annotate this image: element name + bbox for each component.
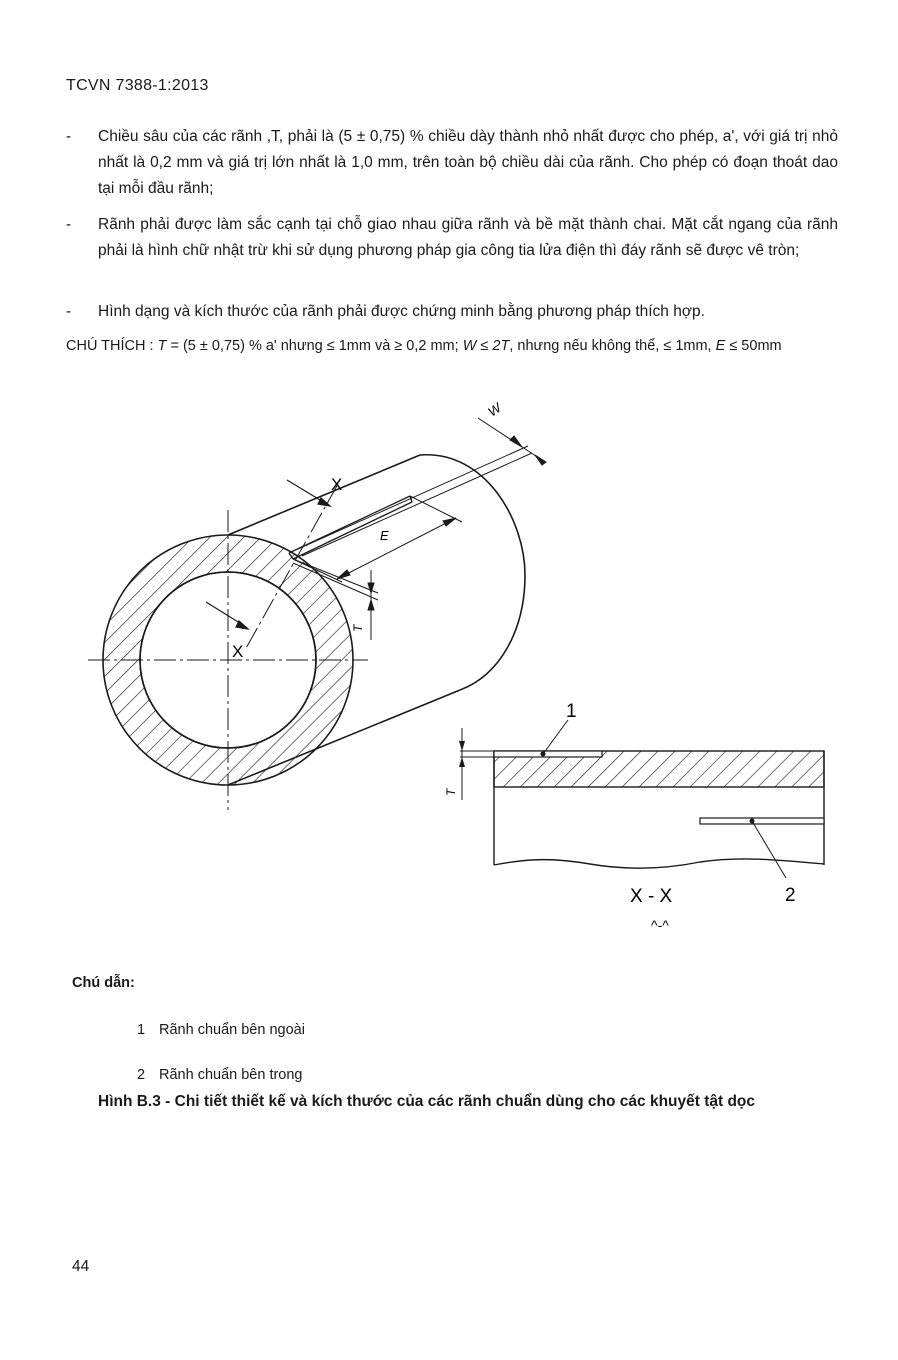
bullet-dash: - xyxy=(66,128,72,145)
section-mark: ^-^ xyxy=(651,917,669,933)
figure-b3-drawing xyxy=(0,380,898,940)
bullet-dash: - xyxy=(66,303,72,320)
figure-caption: Hình B.3 - Chi tiết thiết kế và kích thước của các rãnh chuẩn dùng cho các khuyết tật dọc xyxy=(98,1093,756,1110)
legend-item xyxy=(137,1022,305,1038)
page-number: 44 xyxy=(72,1258,90,1275)
note-part3: ≤ 50mm xyxy=(725,338,782,354)
label-x-bottom: X xyxy=(232,642,244,661)
label-w: W xyxy=(485,400,504,420)
note-line xyxy=(66,338,782,354)
note-t-symbol: T xyxy=(157,338,167,354)
callout-lines xyxy=(541,720,786,878)
bullet-item xyxy=(66,124,838,202)
legend-title: Chú dẫn: xyxy=(72,975,135,991)
bullet-text: Hình dạng và kích thước của rãnh phải được chứng minh bằng phương pháp thích hợp. xyxy=(98,303,705,320)
legend-item xyxy=(137,1067,303,1083)
label-e: E xyxy=(380,528,389,543)
note-prefix: CHÚ THÍCH : xyxy=(66,338,158,354)
callout-1: 1 xyxy=(566,701,577,722)
section-view xyxy=(459,728,824,868)
bullet-dash: - xyxy=(66,216,72,233)
note-w-expression: W ≤ 2T xyxy=(462,338,510,354)
label-x-top: X xyxy=(331,475,343,494)
callout-2: 2 xyxy=(785,885,796,906)
legend-number: 1 xyxy=(137,1022,146,1038)
bullet-text: Rãnh phải được làm sắc cạnh tại chỗ giao nhau giữa rãnh và bề mặt thành chai. Mặt cắt ngang của rãnh phải là hình chữ nhật trừ khi sử dụng phương pháp gia công tia lửa điện thì đáy rãnh sẽ được vê tròn; xyxy=(98,216,838,259)
note-part2: , nhưng nếu không thể, ≤ 1mm, xyxy=(509,338,716,354)
legend-text: Rãnh chuẩn bên ngoài xyxy=(159,1022,305,1038)
label-t-section: T xyxy=(444,788,458,796)
bullet-item xyxy=(66,299,838,325)
bullet-item xyxy=(66,212,838,264)
legend-text: Rãnh chuẩn bên trong xyxy=(159,1067,303,1083)
legend-number: 2 xyxy=(137,1067,146,1083)
document-header: TCVN 7388-1:2013 xyxy=(66,77,209,94)
label-t-main: T xyxy=(351,624,365,632)
note-part1: = (5 ± 0,75) % a' nhưng ≤ 1mm và ≥ 0,2 mm; xyxy=(166,338,463,354)
section-label: X - X xyxy=(630,886,673,907)
note-e-symbol: E xyxy=(715,338,726,354)
bullet-text: Chiều sâu của các rãnh ,T, phải là (5 ± 0,75) % chiều dày thành nhỏ nhất được cho phép, a', với giá trị nhỏ nhất là 0,2 mm và giá trị lớn nhất là 1,0 mm, trên toàn bộ chiều dài của rãnh. Cho phép có đoạn thoát dao tại mỗi đầu rãnh; xyxy=(98,128,838,197)
